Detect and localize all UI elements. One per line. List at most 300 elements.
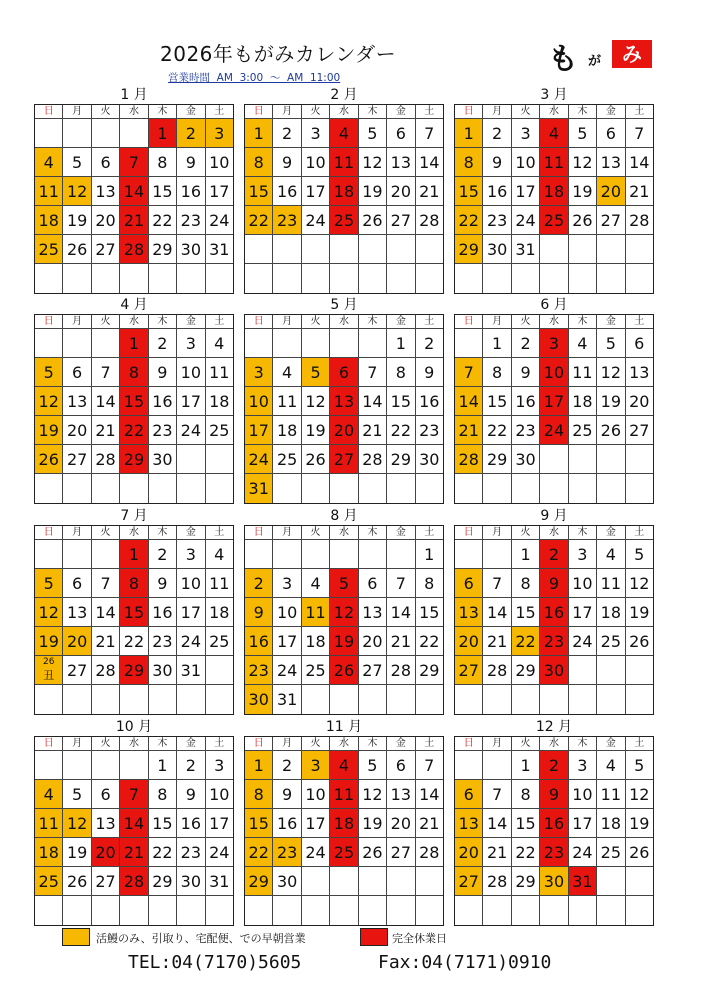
empty-day-cell — [92, 896, 120, 925]
day-number: 26 — [42, 657, 55, 667]
day-cell: 14 — [92, 387, 120, 416]
day-cell: 13 — [92, 177, 120, 206]
day-cell: 10 — [177, 569, 205, 598]
empty-day-cell — [359, 474, 387, 503]
empty-day-cell — [416, 235, 443, 264]
day-cell: 3 — [302, 751, 330, 780]
empty-day-cell — [120, 896, 148, 925]
day-cell: 25 — [540, 206, 568, 235]
weekday-label: 月 — [273, 526, 301, 540]
weekday-label: 水 — [540, 105, 568, 119]
weekday-label: 木 — [149, 315, 177, 329]
empty-day-cell — [455, 685, 483, 714]
day-cell: 15 — [120, 598, 148, 627]
day-cell: 28 — [92, 445, 120, 474]
empty-day-cell — [206, 445, 233, 474]
day-cell: 5 — [626, 751, 653, 780]
day-cell: 2 — [245, 569, 273, 598]
day-cell: 30 — [177, 867, 205, 896]
week-row — [35, 780, 233, 809]
day-cell: 10 — [569, 569, 597, 598]
day-cell: 10 — [512, 148, 540, 177]
empty-day-cell — [359, 540, 387, 569]
weekday-label: 月 — [273, 737, 301, 751]
day-cell: 3 — [512, 119, 540, 148]
day-cell: 21 — [483, 838, 511, 867]
day-cell: 11 — [597, 780, 625, 809]
day-cell: 2 — [149, 540, 177, 569]
day-cell: 18 — [597, 598, 625, 627]
day-cell: 22 — [512, 627, 540, 656]
day-cell: 10 — [540, 358, 568, 387]
day-cell: 15 — [120, 387, 148, 416]
weekday-label: 金 — [177, 105, 205, 119]
day-cell: 14 — [626, 148, 653, 177]
day-cell: 19 — [626, 809, 653, 838]
day-cell: 7 — [92, 358, 120, 387]
day-cell: 21 — [92, 627, 120, 656]
day-cell: 31 — [206, 235, 233, 264]
week-row — [35, 387, 233, 416]
day-cell: 19 — [359, 809, 387, 838]
day-cell: 28 — [120, 867, 148, 896]
weekday-label: 木 — [359, 737, 387, 751]
day-cell: 27 — [626, 416, 653, 445]
day-cell: 20 — [626, 387, 653, 416]
day-cell: 23 — [149, 627, 177, 656]
empty-day-cell — [540, 264, 568, 293]
empty-day-cell — [512, 264, 540, 293]
day-cell: 30 — [512, 445, 540, 474]
day-cell: 21 — [416, 809, 443, 838]
day-cell: 22 — [416, 627, 443, 656]
day-cell: 22 — [512, 838, 540, 867]
empty-day-cell — [120, 474, 148, 503]
empty-day-cell — [149, 474, 177, 503]
month-title: 3 月 — [540, 87, 568, 103]
day-cell: 17 — [512, 177, 540, 206]
day-cell: 29 — [483, 445, 511, 474]
day-cell: 16 — [273, 809, 301, 838]
day-cell: 16 — [177, 809, 205, 838]
day-cell: 24 — [206, 838, 233, 867]
day-cell: 23 — [273, 206, 301, 235]
day-cell: 27 — [597, 206, 625, 235]
day-cell: 5 — [569, 119, 597, 148]
day-cell: 13 — [63, 598, 91, 627]
weekday-header-row — [35, 526, 233, 540]
week-row — [35, 685, 233, 714]
day-cell: 21 — [92, 416, 120, 445]
empty-day-cell — [569, 264, 597, 293]
empty-day-cell — [387, 896, 415, 925]
day-cell: 11 — [330, 148, 358, 177]
weekday-label: 水 — [540, 526, 568, 540]
empty-day-cell — [483, 751, 511, 780]
weekday-label: 金 — [597, 105, 625, 119]
empty-day-cell — [387, 867, 415, 896]
day-cell: 13 — [359, 598, 387, 627]
weekday-label: 金 — [597, 526, 625, 540]
day-cell: 23 — [273, 838, 301, 867]
day-cell: 4 — [330, 119, 358, 148]
day-cell: 27 — [63, 656, 91, 685]
day-cell: 11 — [330, 780, 358, 809]
day-cell: 18 — [330, 809, 358, 838]
day-cell: 17 — [177, 598, 205, 627]
day-cell: 30 — [416, 445, 443, 474]
weekday-label: 木 — [149, 526, 177, 540]
week-row — [245, 627, 443, 656]
empty-day-cell — [569, 685, 597, 714]
day-cell: 27 — [92, 867, 120, 896]
empty-day-cell — [597, 685, 625, 714]
empty-day-cell — [177, 474, 205, 503]
day-cell: 9 — [416, 358, 443, 387]
day-cell: 19 — [626, 598, 653, 627]
day-cell: 28 — [359, 445, 387, 474]
weekday-header-row — [245, 105, 443, 119]
empty-day-cell — [387, 540, 415, 569]
weekday-label: 火 — [302, 105, 330, 119]
weekday-label: 土 — [416, 526, 443, 540]
day-cell: 23 — [512, 416, 540, 445]
day-cell: 26 — [302, 445, 330, 474]
legend-label-closed: 完全休業日 — [392, 932, 447, 945]
empty-day-cell — [35, 540, 63, 569]
week-row — [455, 896, 653, 925]
day-cell: 16 — [416, 387, 443, 416]
week-row — [35, 206, 233, 235]
empty-day-cell — [597, 656, 625, 685]
weekday-label: 土 — [206, 315, 233, 329]
day-cell: 28 — [387, 656, 415, 685]
empty-day-cell — [330, 235, 358, 264]
day-cell: 3 — [569, 540, 597, 569]
day-cell: 25 — [330, 838, 358, 867]
day-cell: 9 — [245, 598, 273, 627]
day-cell: 30 — [273, 867, 301, 896]
week-row — [455, 177, 653, 206]
day-cell: 2 — [177, 119, 205, 148]
day-cell: 11 — [597, 569, 625, 598]
day-cell: 4 — [35, 148, 63, 177]
day-cell: 17 — [302, 177, 330, 206]
day-cell: 14 — [483, 598, 511, 627]
day-cell: 30 — [149, 445, 177, 474]
weekday-label: 木 — [149, 105, 177, 119]
empty-day-cell — [92, 474, 120, 503]
week-row — [35, 119, 233, 148]
day-cell: 5 — [63, 780, 91, 809]
brand-logo — [548, 34, 654, 76]
weekday-label: 月 — [483, 105, 511, 119]
day-cell: 7 — [626, 119, 653, 148]
empty-day-cell — [387, 264, 415, 293]
day-cell: 25 — [330, 206, 358, 235]
month-title: 2 月 — [330, 87, 358, 103]
day-cell: 8 — [245, 148, 273, 177]
day-cell: 22 — [149, 838, 177, 867]
day-cell: 26 — [626, 627, 653, 656]
day-cell: 11 — [206, 569, 233, 598]
week-row — [245, 329, 443, 358]
day-cell: 31 — [569, 867, 597, 896]
weekday-label: 日 — [455, 737, 483, 751]
empty-day-cell — [455, 540, 483, 569]
weekday-label: 水 — [330, 737, 358, 751]
day-cell: 23 — [416, 416, 443, 445]
day-cell: 3 — [302, 119, 330, 148]
day-cell: 27 — [455, 656, 483, 685]
empty-day-cell — [302, 867, 330, 896]
week-row — [35, 358, 233, 387]
day-cell: 8 — [120, 358, 148, 387]
empty-day-cell — [455, 896, 483, 925]
day-cell: 22 — [483, 416, 511, 445]
logo-mi: み — [612, 40, 652, 68]
week-row — [245, 387, 443, 416]
empty-day-cell — [302, 235, 330, 264]
day-cell: 8 — [483, 358, 511, 387]
empty-day-cell — [63, 751, 91, 780]
empty-day-cell — [359, 329, 387, 358]
weekday-header-row — [455, 105, 653, 119]
empty-day-cell — [120, 685, 148, 714]
day-cell: 29 — [387, 445, 415, 474]
legend-label-early-business: 活鰻のみ、引取り、宅配便、での早朝営業 — [96, 932, 306, 945]
weekday-header-row — [455, 737, 653, 751]
day-cell: 16 — [177, 177, 205, 206]
empty-day-cell — [359, 685, 387, 714]
day-cell: 9 — [177, 148, 205, 177]
day-cell: 8 — [512, 569, 540, 598]
day-cell: 21 — [120, 206, 148, 235]
day-cell: 17 — [206, 809, 233, 838]
empty-day-cell — [483, 896, 511, 925]
day-cell: 22 — [120, 627, 148, 656]
weekday-label: 火 — [92, 105, 120, 119]
weekday-label: 木 — [359, 315, 387, 329]
empty-day-cell — [626, 445, 653, 474]
day-cell: 15 — [149, 809, 177, 838]
week-row — [245, 598, 443, 627]
day-cell: 23 — [483, 206, 511, 235]
day-cell: 9 — [149, 358, 177, 387]
weekday-label: 木 — [569, 737, 597, 751]
day-cell: 20 — [63, 627, 91, 656]
week-row — [245, 867, 443, 896]
day-cell: 9 — [273, 148, 301, 177]
month-table — [34, 314, 234, 504]
weekday-header-row — [35, 315, 233, 329]
day-cell: 4 — [540, 119, 568, 148]
day-cell: 2 — [540, 751, 568, 780]
day-cell: 19 — [597, 387, 625, 416]
day-cell: 21 — [483, 627, 511, 656]
weekday-label: 日 — [455, 105, 483, 119]
day-cell: 16 — [149, 387, 177, 416]
week-row — [35, 627, 233, 656]
day-cell: 11 — [302, 598, 330, 627]
day-cell: 14 — [483, 809, 511, 838]
week-row — [455, 235, 653, 264]
empty-day-cell — [359, 867, 387, 896]
day-cell: 17 — [302, 809, 330, 838]
day-cell: 19 — [35, 416, 63, 445]
day-cell: 22 — [149, 206, 177, 235]
day-cell: 15 — [416, 598, 443, 627]
weekday-label: 水 — [120, 315, 148, 329]
empty-day-cell — [273, 474, 301, 503]
weekday-label: 火 — [302, 315, 330, 329]
empty-day-cell — [63, 685, 91, 714]
day-cell: 13 — [626, 358, 653, 387]
day-cell: 29 — [416, 656, 443, 685]
weekday-label: 日 — [35, 315, 63, 329]
day-cell: 7 — [483, 569, 511, 598]
weekday-label: 土 — [416, 737, 443, 751]
empty-day-cell — [626, 896, 653, 925]
month-table — [454, 736, 654, 926]
day-cell: 2 — [273, 119, 301, 148]
empty-day-cell — [626, 867, 653, 896]
day-cell: 8 — [245, 780, 273, 809]
day-cell: 22 — [245, 206, 273, 235]
empty-day-cell — [177, 264, 205, 293]
day-cell: 25 — [35, 867, 63, 896]
empty-day-cell — [597, 867, 625, 896]
empty-day-cell — [35, 685, 63, 714]
empty-day-cell — [512, 896, 540, 925]
day-cell: 13 — [387, 148, 415, 177]
day-cell: 12 — [569, 148, 597, 177]
day-cell: 10 — [177, 358, 205, 387]
month-table — [244, 736, 444, 926]
day-cell: 14 — [92, 598, 120, 627]
week-row — [245, 177, 443, 206]
empty-day-cell — [206, 474, 233, 503]
empty-day-cell — [149, 896, 177, 925]
month-title: 12 月 — [535, 719, 573, 735]
empty-day-cell — [483, 540, 511, 569]
week-row — [245, 838, 443, 867]
day-cell: 21 — [359, 416, 387, 445]
day-cell: 1 — [149, 751, 177, 780]
day-cell: 2 — [149, 329, 177, 358]
day-cell: 16 — [245, 627, 273, 656]
week-row — [35, 751, 233, 780]
week-row — [455, 119, 653, 148]
day-cell: 23 — [177, 206, 205, 235]
day-cell: 22 — [245, 838, 273, 867]
month-title: 4 月 — [120, 297, 148, 313]
day-cell: 21 — [455, 416, 483, 445]
week-row — [245, 445, 443, 474]
day-cell: 26 — [359, 206, 387, 235]
day-cell: 16 — [483, 177, 511, 206]
weekday-label: 金 — [597, 315, 625, 329]
empty-day-cell — [359, 896, 387, 925]
day-cell: 15 — [245, 177, 273, 206]
week-row — [245, 358, 443, 387]
weekday-label: 日 — [245, 737, 273, 751]
day-cell: 24 — [245, 445, 273, 474]
day-cell: 14 — [416, 780, 443, 809]
weekday-label: 火 — [92, 737, 120, 751]
day-cell: 29 — [512, 656, 540, 685]
day-cell: 6 — [359, 569, 387, 598]
empty-day-cell — [35, 264, 63, 293]
day-cell: 24 — [302, 838, 330, 867]
month-title: 7 月 — [120, 508, 148, 524]
day-cell: 18 — [35, 838, 63, 867]
day-cell: 25 — [273, 445, 301, 474]
day-cell: 24 — [177, 416, 205, 445]
day-cell: 4 — [206, 540, 233, 569]
day-cell: 25 — [569, 416, 597, 445]
weekday-label: 金 — [387, 737, 415, 751]
day-cell: 20 — [597, 177, 625, 206]
week-row — [35, 540, 233, 569]
day-cell: 25 — [302, 656, 330, 685]
week-row — [245, 235, 443, 264]
day-cell: 9 — [177, 780, 205, 809]
weekday-label: 月 — [63, 526, 91, 540]
empty-day-cell — [416, 264, 443, 293]
day-cell: 5 — [35, 569, 63, 598]
day-cell: 13 — [387, 780, 415, 809]
day-cell: 22 — [387, 416, 415, 445]
weekday-label: 木 — [359, 105, 387, 119]
week-row — [455, 685, 653, 714]
empty-day-cell — [540, 445, 568, 474]
day-cell: 18 — [569, 387, 597, 416]
day-cell: 26 — [597, 416, 625, 445]
day-cell: 23 — [540, 838, 568, 867]
weekday-label: 火 — [92, 315, 120, 329]
empty-day-cell — [245, 329, 273, 358]
day-cell: 26 — [626, 838, 653, 867]
empty-day-cell — [569, 235, 597, 264]
day-cell: 16 — [273, 177, 301, 206]
day-cell: 10 — [273, 598, 301, 627]
day-cell: 8 — [455, 148, 483, 177]
day-cell: 20 — [92, 838, 120, 867]
month-table — [244, 314, 444, 504]
day-cell: 1 — [387, 329, 415, 358]
page-title: 2026年もがみカレンダー — [160, 42, 397, 66]
day-cell: 24 — [206, 206, 233, 235]
day-cell: 25 — [35, 235, 63, 264]
day-cell: 7 — [455, 358, 483, 387]
day-cell: 20 — [387, 177, 415, 206]
day-cell: 11 — [35, 177, 63, 206]
day-cell: 2 — [177, 751, 205, 780]
day-cell: 30 — [149, 656, 177, 685]
empty-day-cell — [35, 751, 63, 780]
day-cell: 3 — [540, 329, 568, 358]
day-cell: 7 — [416, 119, 443, 148]
day-cell: 19 — [330, 627, 358, 656]
day-cell: 7 — [483, 780, 511, 809]
day-cell: 1 — [416, 540, 443, 569]
business-hours: 営業時間 AM 3:00 ～ AM 11:00 — [168, 72, 341, 84]
empty-day-cell — [177, 685, 205, 714]
week-row — [245, 896, 443, 925]
day-cell: 8 — [149, 780, 177, 809]
day-cell: 4 — [206, 329, 233, 358]
